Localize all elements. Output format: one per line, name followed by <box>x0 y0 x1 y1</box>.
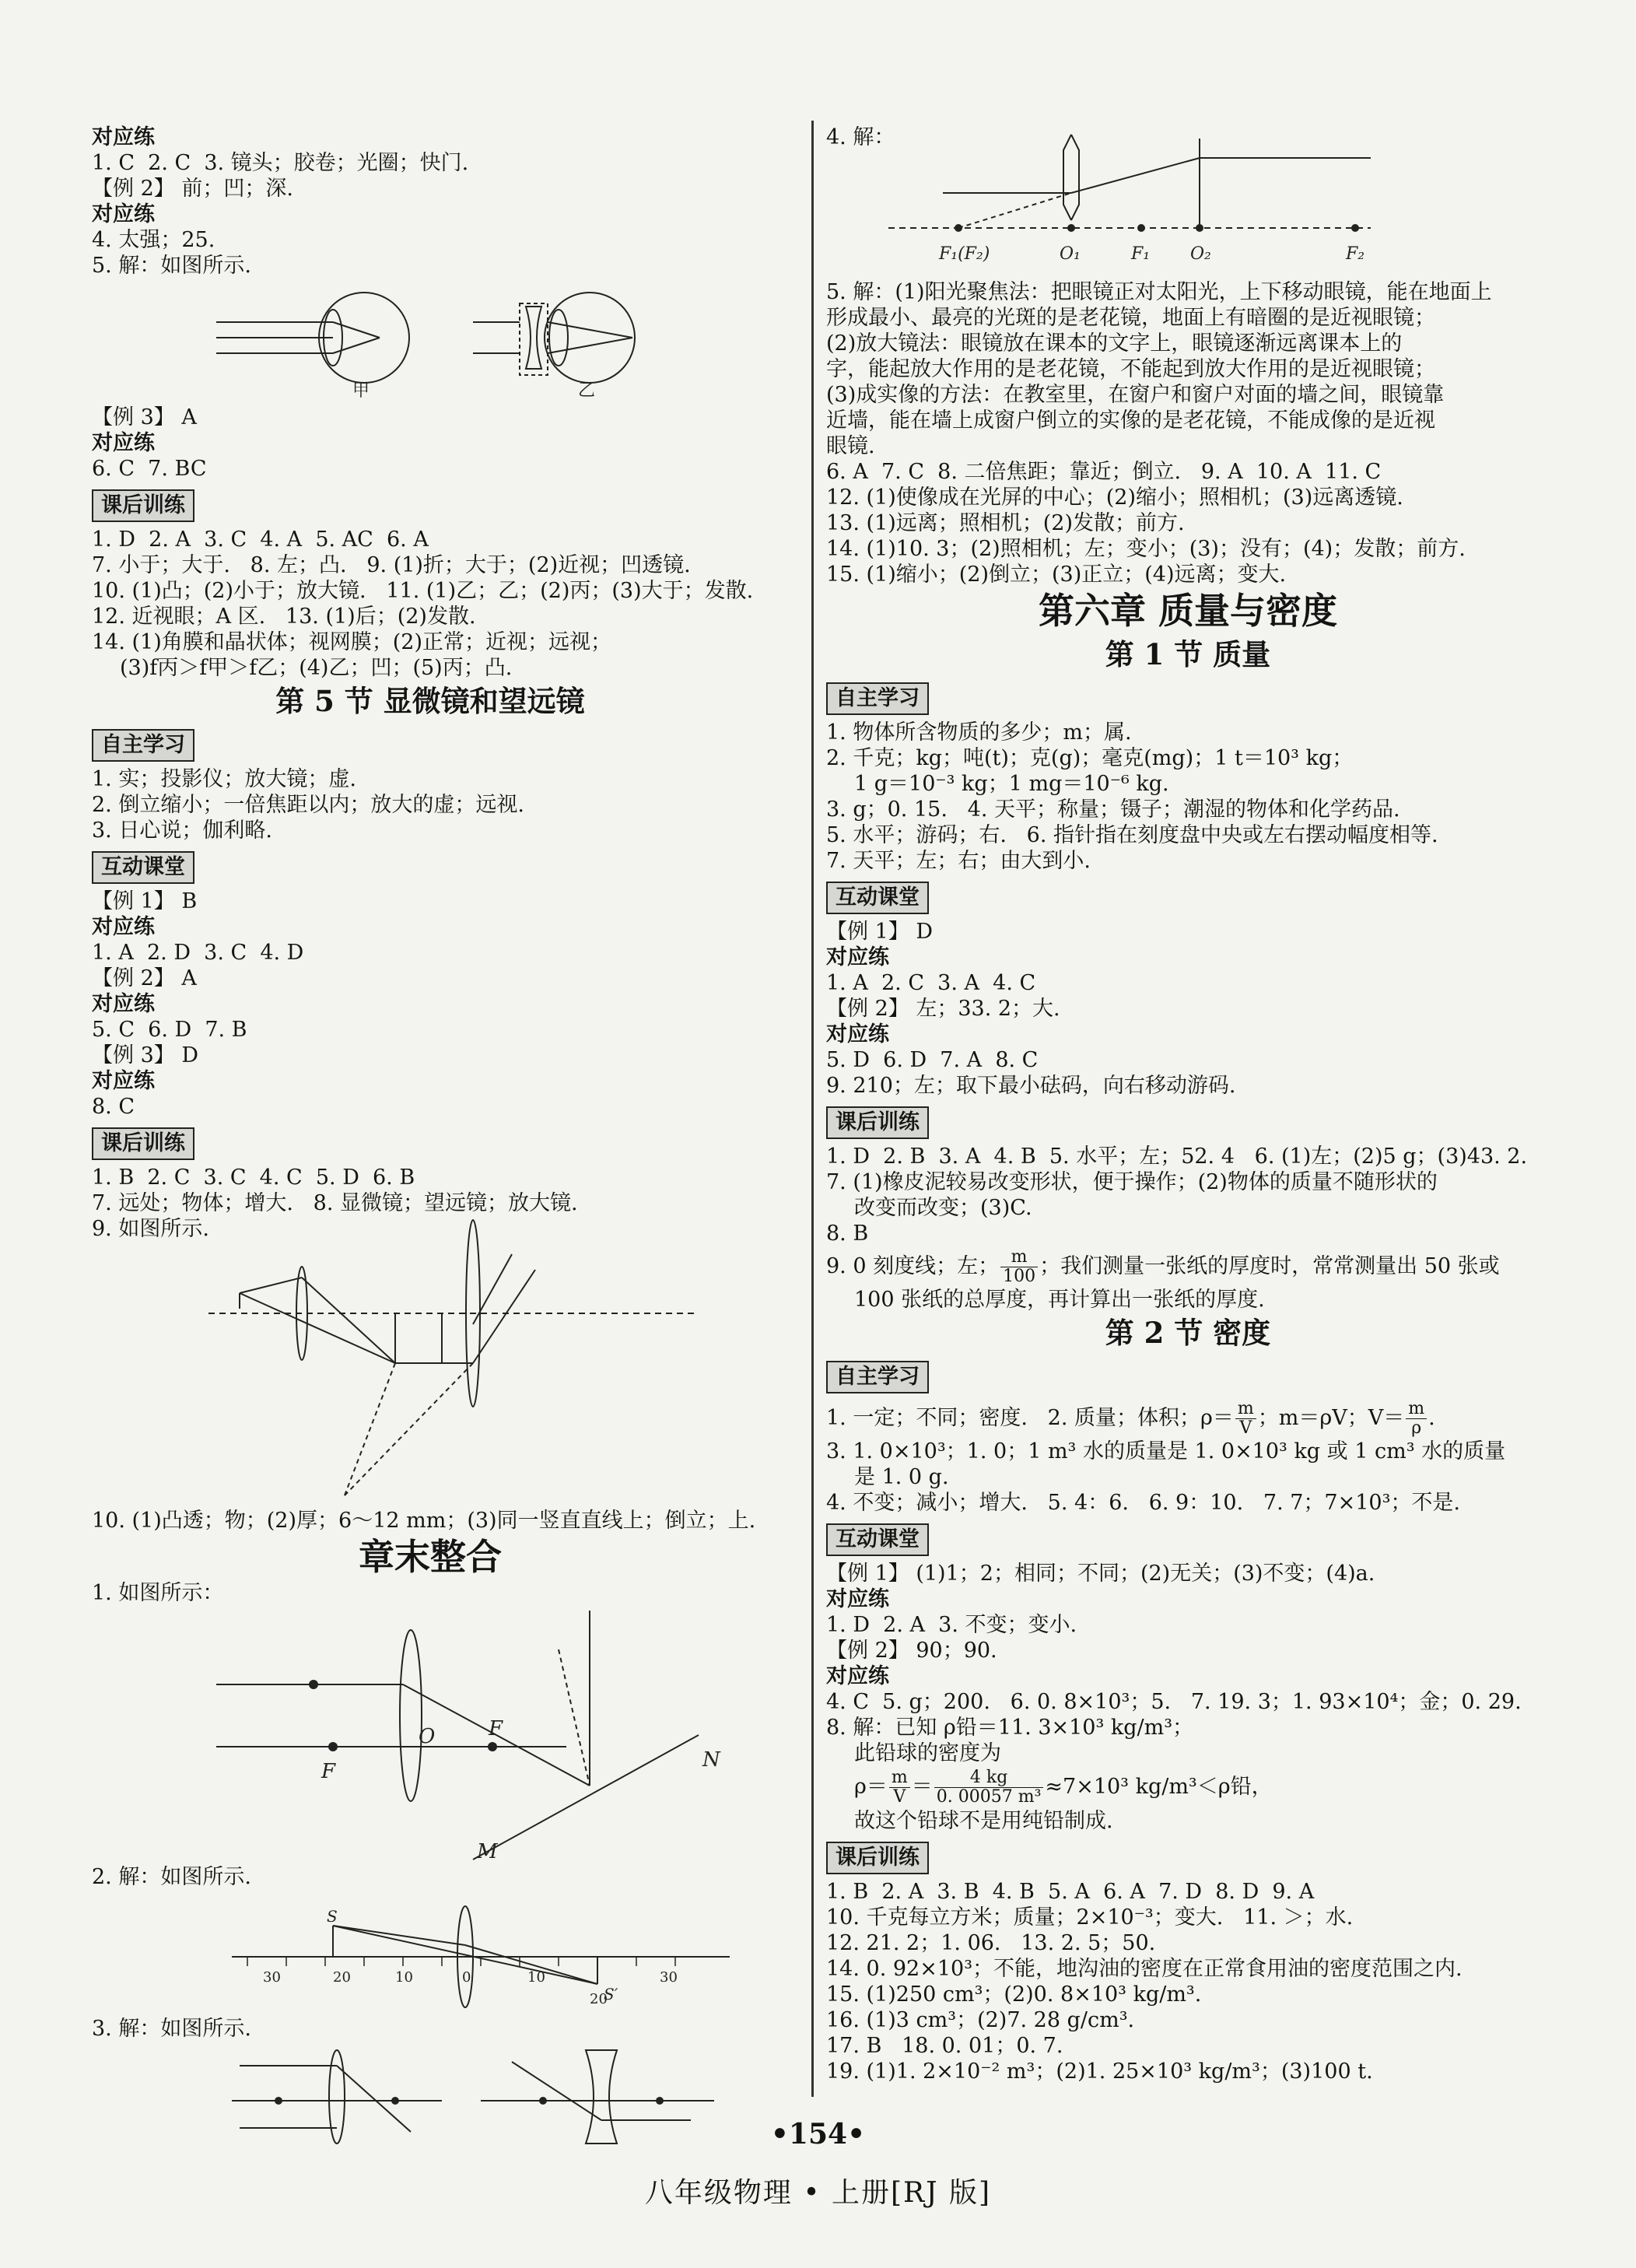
fraction-denominator: 100 <box>1003 1267 1036 1286</box>
microscope-ray-figure <box>208 1246 753 1503</box>
answer-line: 4. C 5. g；200. 6. 0. 8×10³；5. 7. 19. 3；1. 93×10⁴；金；0. 29. <box>826 1690 1522 1714</box>
answer-line: 10. (1)凸；(2)小于；放大镜. 11. (1)乙；乙；(2)丙；(3)大于；发散. <box>92 579 754 603</box>
answer-line: 形成最小、最亮的光斑的是老花镜，地面上有暗圈的是近视眼镜； <box>826 306 1435 330</box>
fraction-denominator: V <box>1239 1418 1252 1438</box>
answer-line: 1. A 2. D 3. C 4. D <box>92 941 304 965</box>
practice-heading: 对应练 <box>826 1022 889 1046</box>
section-tag: 互动课堂 <box>826 882 929 914</box>
fraction-denominator: 0. 00057 m³ <box>936 1787 1042 1807</box>
answer-text: . <box>1428 1406 1435 1430</box>
answer-line: 字，能起放大作用的是老花镜，不能起到放大作用的是近视眼镜； <box>826 357 1435 381</box>
optical-bench-figure <box>232 1895 730 2011</box>
answer-line: 16. (1)3 cm³；(2)7. 28 g/cm³. <box>826 2008 1135 2032</box>
answer-line: 3. 日心说；伽利略. <box>92 819 272 843</box>
mirror-label-m: M <box>477 1840 498 1863</box>
point-label: F₂ <box>1346 244 1365 264</box>
fraction <box>1000 1248 1038 1286</box>
answer-line: 9. 如图所示. <box>92 1217 209 1241</box>
mirror-label-n: N <box>702 1748 720 1772</box>
fraction-numerator: 4 kg <box>934 1768 1044 1788</box>
page-number: •154• <box>770 2118 866 2151</box>
figure-label-yi: 乙 <box>578 381 596 401</box>
answer-line: 3. g；0. 15. 4. 天平；称量；镊子；潮湿的物体和化学药品. <box>826 797 1400 822</box>
answer-text: ；m＝ρV；V＝ <box>1257 1406 1405 1430</box>
answer-line: 是 1. 0 g. <box>854 1465 949 1489</box>
section-tag: 互动课堂 <box>826 1523 929 1556</box>
answer-line: 5. 水平；游码；右. 6. 指针指在刻度盘中央或左右摆动幅度相等. <box>826 823 1438 847</box>
answer-line: 14. (1)10. 3；(2)照相机；左；变小；(3)；没有；(4)；发散；前方. <box>826 537 1466 561</box>
fraction-denominator: ρ <box>1411 1418 1422 1438</box>
answer-line: 1. A 2. C 3. A 4. C <box>826 971 1036 995</box>
answer-line: 1. 实；投影仪；放大镜；虚. <box>92 767 356 791</box>
two-lens-figure <box>888 127 1394 275</box>
answer-line: 1. D 2. A 3. 不变；变小. <box>826 1613 1077 1637</box>
section-title: 第 1 节 质量 <box>1105 637 1271 671</box>
answer-line: 8. 解：已知 ρ铅＝11. 3×10³ kg/m³； <box>826 1716 1194 1740</box>
point-label: F₁(F₂) <box>939 244 990 264</box>
formula-line <box>826 1766 1550 1808</box>
answer-line: 6. C 7. BC <box>92 457 207 481</box>
practice-heading: 对应练 <box>92 1069 155 1093</box>
answer-line: 5. 解：(1)阳光聚焦法：把眼镜正对太阳光，上下移动眼镜，能在地面上 <box>826 280 1492 304</box>
answer-line: 8. C <box>92 1095 135 1119</box>
answer-line: 100 张纸的总厚度，再计算出一张纸的厚度. <box>854 1288 1265 1312</box>
eye-correction-figure <box>216 283 699 400</box>
answer-line: 1. 物体所含物质的多少；m；属. <box>826 720 1132 745</box>
object-label: S <box>327 1907 338 1926</box>
practice-heading: 对应练 <box>92 125 155 149</box>
scale-tick: 10 <box>527 1969 545 1986</box>
section-tag: 课后训练 <box>92 489 194 522</box>
figure-label-jia: 甲 <box>352 381 370 401</box>
fraction-numerator: m <box>889 1768 910 1788</box>
answer-line <box>826 1398 1550 1439</box>
practice-heading: 对应练 <box>92 431 155 455</box>
answer-line: 2. 解：如图所示. <box>92 1865 251 1889</box>
answer-line: 5. 解：如图所示. <box>92 254 251 278</box>
answer-line: 故这个铅球不是用纯铅制成. <box>854 1809 1113 1833</box>
fraction-denominator: V <box>893 1787 906 1807</box>
section-tag: 课后训练 <box>826 1842 929 1874</box>
section-tag: 互动课堂 <box>92 851 194 884</box>
fraction <box>1235 1400 1256 1438</box>
answer-line: 1 g＝10⁻³ kg；1 mg＝10⁻⁶ kg. <box>854 772 1169 796</box>
answer-text: ≈7×10³ kg/m³＜ρ铅， <box>1045 1775 1273 1799</box>
point-label: F₁ <box>1131 244 1151 264</box>
answer-line: 1. B 2. C 3. C 4. C 5. D 6. B <box>92 1166 415 1190</box>
practice-heading: 对应练 <box>826 1587 889 1611</box>
answer-line: 此铅球的密度为 <box>854 1741 1001 1765</box>
example-line: 【例 1】 (1)1；2；相同；不同；(2)无关；(3)不变；(4)a. <box>826 1562 1375 1586</box>
answer-text: 9. 0 刻度线；左； <box>826 1254 1000 1278</box>
answer-line <box>826 1246 1550 1287</box>
example-line: 【例 3】 A <box>92 405 197 429</box>
answer-text: ρ＝ <box>854 1775 888 1799</box>
answer-line: 3. 1. 0×10³；1. 0；1 m³ 水的质量是 1. 0×10³ kg 或 1 cm³ 水的质量 <box>826 1439 1506 1464</box>
practice-heading: 对应练 <box>92 992 155 1016</box>
answer-text: 1. 一定；不同；密度. 2. 质量；体积；ρ＝ <box>826 1406 1234 1430</box>
example-line: 【例 1】 D <box>826 920 933 944</box>
answer-line: 1. C 2. C 3. 镜头；胶卷；光圈；快门. <box>92 151 469 175</box>
section-title: 第 2 节 密度 <box>1105 1316 1271 1350</box>
answer-line: 1. 如图所示： <box>92 1581 224 1605</box>
answer-line: (2)放大镜法：眼镜放在课本的文字上，眼镜逐渐远离课本上的 <box>826 331 1403 356</box>
answer-line: 15. (1)缩小；(2)倒立；(3)正立；(4)远离；变大. <box>826 563 1287 587</box>
answer-line: 13. (1)远离；照相机；(2)发散；前方. <box>826 511 1185 535</box>
answer-text: ＝ <box>911 1775 933 1799</box>
answer-line: 2. 千克；kg；吨(t)；克(g)；毫克(mg)；1 t＝10³ kg； <box>826 746 1354 770</box>
scale-tick: 20 <box>590 1991 608 2007</box>
fraction <box>889 1768 910 1807</box>
focus-label: F <box>489 1717 503 1740</box>
answer-line: 改变而改变；(3)C. <box>854 1196 1032 1220</box>
answer-line: 6. A 7. C 8. 二倍焦距；靠近；倒立. 9. A 10. A 11. C <box>826 460 1382 484</box>
chapter-title: 第六章 质量与密度 <box>1038 590 1337 632</box>
answer-line: 12. (1)使像成在光屏的中心；(2)缩小；照相机；(3)远离透镜. <box>826 485 1403 510</box>
point-label: O₁ <box>1060 244 1081 264</box>
fraction-numerator: m <box>1000 1248 1038 1267</box>
page-footer: 八年级物理 • 上册[RJ 版] <box>644 2177 992 2209</box>
answer-line: (3)f丙＞f甲＞f乙；(4)乙；凹；(5)丙；凸. <box>120 656 513 680</box>
column-divider <box>811 121 814 2097</box>
point-label: O₂ <box>1190 244 1211 264</box>
scale-tick: 20 <box>333 1969 351 1986</box>
section-title: 第 5 节 显微镜和望远镜 <box>275 684 585 718</box>
image-label: S′ <box>604 1985 618 2003</box>
answer-line: 2. 倒立缩小；一倍焦距以内；放大的虚；远视. <box>92 793 524 817</box>
example-line: 【例 2】 A <box>92 966 197 990</box>
answer-line: 10. (1)凸透；物；(2)厚；6～12 mm；(3)同一竖直直线上；倒立；上. <box>92 1509 756 1533</box>
practice-heading: 对应练 <box>92 915 155 939</box>
answer-line: 14. 0. 92×10³；不能，地沟油的密度在正常食用油的密度范围之内. <box>826 1957 1463 1981</box>
answer-line: 1. D 2. B 3. A 4. B 5. 水平；左；52. 4 6. (1)左；(2)5 g；(3)43. 2. <box>826 1145 1528 1169</box>
answer-line: 4. 不变；减小；增大. 5. 4：6. 6. 9：10. 7. 7；7×10³；不是. <box>826 1491 1460 1515</box>
answer-line: 12. 21. 2；1. 06. 13. 2. 5；50. <box>826 1931 1156 1955</box>
scale-tick: 10 <box>395 1969 413 1986</box>
chapter-summary-title: 章末整合 <box>359 1536 502 1578</box>
example-line: 【例 2】 左；33. 2；大. <box>826 997 1060 1021</box>
section-tag: 自主学习 <box>92 729 194 762</box>
lens-mirror-figure <box>123 1611 720 1863</box>
answer-line: 4. 解： <box>826 125 895 149</box>
example-line: 【例 1】 B <box>92 889 198 913</box>
optical-center-label: O <box>419 1725 436 1748</box>
answer-line: 14. (1)角膜和晶状体；视网膜；(2)正常；近视；远视； <box>92 630 612 654</box>
answer-line: 眼镜. <box>826 434 875 458</box>
focus-label: F <box>321 1760 336 1783</box>
answer-line: 12. 近视眼；A 区. 13. (1)后；(2)发散. <box>92 605 476 629</box>
answer-text: ；我们测量一张纸的厚度时，常常测量出 50 张或 <box>1039 1254 1500 1278</box>
section-tag: 自主学习 <box>826 1361 929 1393</box>
answer-line: 5. D 6. D 7. A 8. C <box>826 1048 1039 1072</box>
fraction-numerator: m <box>1406 1400 1427 1419</box>
answer-line: (3)成实像的方法：在教室里，在窗户和窗户对面的墙之间，眼镜靠 <box>826 383 1445 407</box>
section-tag: 自主学习 <box>826 682 929 715</box>
answer-line: 1. B 2. A 3. B 4. B 5. A 6. A 7. D 8. D 9. A <box>826 1880 1315 1904</box>
answer-line: 8. B <box>826 1222 869 1246</box>
answer-line: 7. (1)橡皮泥较易改变形状，便于操作；(2)物体的质量不随形状的 <box>826 1170 1438 1194</box>
answer-line: 7. 小于；大于. 8. 左；凸. 9. (1)折；大于；(2)近视；凹透镜. <box>92 553 691 577</box>
fraction <box>1406 1400 1427 1438</box>
answer-line: 4. 太强；25. <box>92 228 215 252</box>
answer-line: 1. D 2. A 3. C 4. A 5. AC 6. A <box>92 528 429 552</box>
scale-tick: 0 <box>462 1969 471 1986</box>
practice-heading: 对应练 <box>92 202 155 226</box>
answer-line: 近墙，能在墙上成窗户倒立的实像的是老花镜，不能成像的是近视 <box>826 408 1435 433</box>
answer-line: 7. 天平；左；右；由大到小. <box>826 849 1091 873</box>
example-line: 【例 3】 D <box>92 1043 198 1067</box>
answer-line: 17. B 18. 0. 01；0. 7. <box>826 2034 1063 2058</box>
practice-heading: 对应练 <box>826 945 889 969</box>
section-tag: 课后训练 <box>826 1106 929 1139</box>
practice-heading: 对应练 <box>826 1664 889 1688</box>
right-column <box>826 124 1550 2084</box>
answer-line: 3. 解：如图所示. <box>92 2017 251 2041</box>
example-line: 【例 2】 前；凹；深. <box>92 177 293 201</box>
fraction <box>934 1768 1044 1807</box>
answer-line: 19. (1)1. 2×10⁻² m³；(2)1. 25×10³ kg/m³；(3)100 t. <box>826 2059 1373 2084</box>
answer-line: 5. C 6. D 7. B <box>92 1018 247 1042</box>
fraction-numerator: m <box>1235 1400 1256 1419</box>
answer-line: 10. 千克每立方米；质量；2×10⁻³；变大. 11. ＞；水. <box>826 1905 1354 1930</box>
example-line: 【例 2】 90；90. <box>826 1639 997 1663</box>
answer-line: 9. 210；左；取下最小砝码，向右移动游码. <box>826 1074 1236 1098</box>
left-column <box>92 124 769 2152</box>
answer-line: 7. 远处；物体；增大. 8. 显微镜；望远镜；放大镜. <box>92 1191 578 1215</box>
section-tag: 课后训练 <box>92 1127 194 1160</box>
answer-line: 15. (1)250 cm³；(2)0. 8×10³ kg/m³. <box>826 1982 1202 2007</box>
scale-tick: 30 <box>263 1969 281 1986</box>
scale-tick: 30 <box>660 1969 678 1986</box>
